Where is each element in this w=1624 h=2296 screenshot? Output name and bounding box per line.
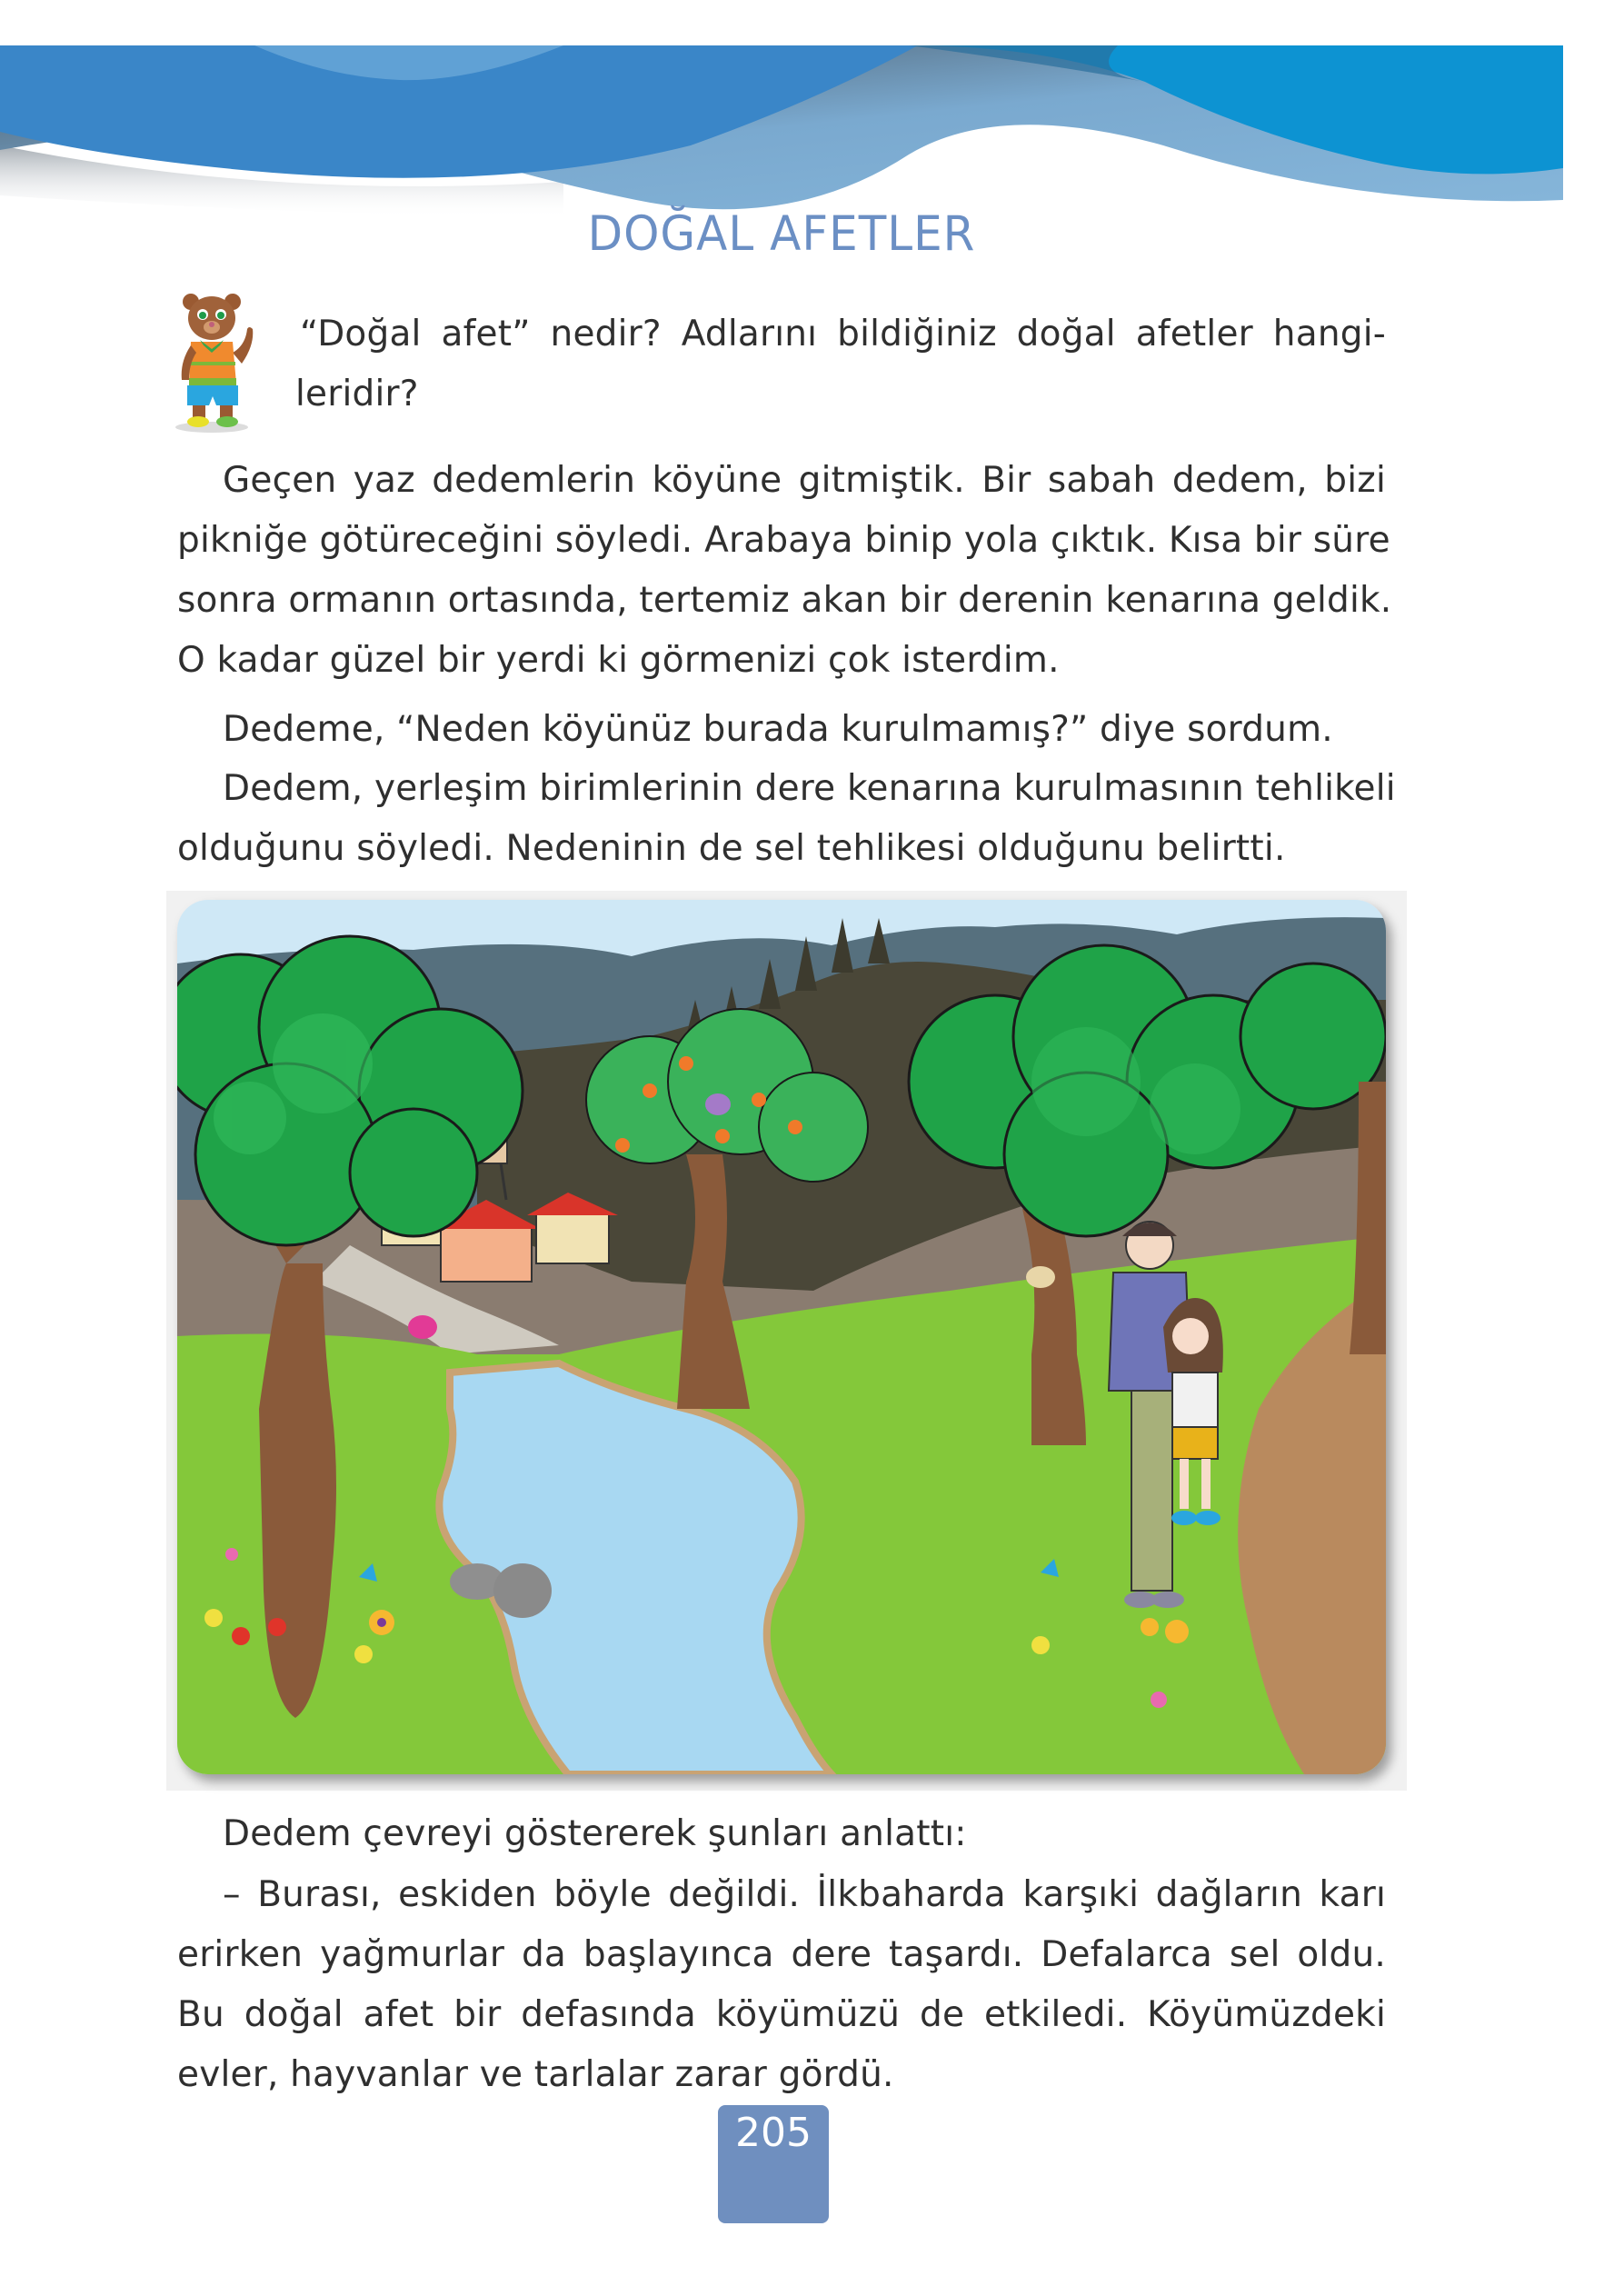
- question-line: “Doğal afet” nedir? Adlarını bildiğiniz doğal afetler hangi-: [300, 314, 1386, 354]
- paragraph-line: – Burası, eskiden böyle değildi. İlkbaharda karşıki dağların karı: [223, 1874, 1386, 1915]
- page-title: DOĞAL AFETLER: [587, 205, 976, 262]
- paragraph-line: olduğunu söyledi. Nedeninin de sel tehlikesi olduğunu belirtti.: [177, 828, 1286, 869]
- story-paragraph-1: [177, 451, 1392, 691]
- forest-river-illustration: [177, 900, 1386, 1774]
- paragraph-line: pikniğe götüreceğini söyledi. Arabaya binip yola çıktık. Kısa bir süre: [177, 520, 1390, 561]
- paragraph-line: Dedeme, “Neden köyünüz burada kurulmamış?” diye sordum.: [223, 709, 1333, 750]
- paragraph-line: O kadar güzel bir yerdi ki görmenizi çok isterdim.: [177, 640, 1060, 681]
- paragraph-line: sonra ormanın ortasında, tertemiz akan bir derenin kenarına geldik.: [177, 580, 1392, 621]
- paragraph-line: Dedem, yerleşim birimlerinin dere kenarına kurulmasının tehlikeli: [223, 768, 1396, 809]
- story-paragraph-5: [177, 1865, 1386, 2105]
- page-number-badge: 205: [718, 2105, 829, 2223]
- paragraph-line: erirken yağmurlar da başlayınca dere taşardı. Defalarca sel oldu.: [177, 1934, 1386, 1975]
- story-paragraph-2: [177, 700, 1386, 760]
- question-line: leridir?: [295, 374, 419, 414]
- story-paragraph-3: [177, 759, 1396, 879]
- paragraph-line: evler, hayvanlar ve tarlalar zarar gördü.: [177, 2054, 894, 2095]
- paragraph-line: Dedem çevreyi göstererek şunları anlattı:: [223, 1813, 967, 1854]
- paragraph-line: Geçen yaz dedemlerin köyüne gitmiştik. Bir sabah dedem, bizi: [223, 460, 1386, 501]
- paragraph-line: Bu doğal afet bir defasında köyümüzü de etkiledi. Köyümüzdeki: [177, 1994, 1386, 2035]
- header-wave-banner: [0, 45, 1563, 218]
- intro-question: [177, 304, 1386, 424]
- story-paragraph-4: [177, 1804, 1386, 1864]
